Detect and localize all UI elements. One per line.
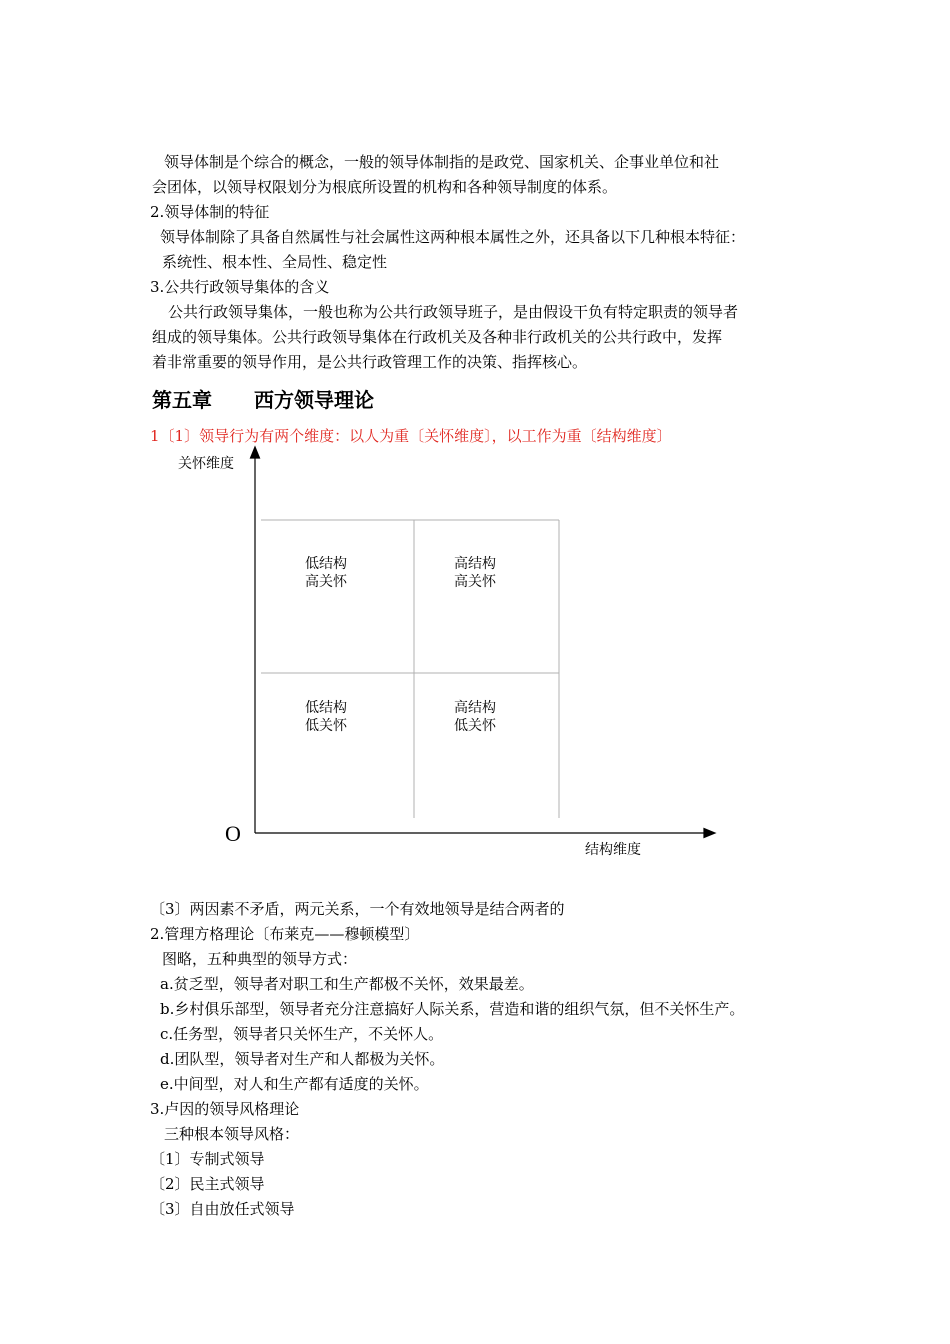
paragraph-line: 领导体制是个综合的概念，一般的领导体制指的是政党、国家机关、企事业单位和社 (164, 153, 720, 171)
cell-label: 低关怀 (305, 718, 347, 734)
origin-label: O (225, 821, 241, 846)
paragraph-line: 三种根本领导风格： (164, 1125, 300, 1143)
cell-label: 高结构 (454, 700, 496, 716)
paragraph-line: 着非常重要的领导作用，是公共行政管理工作的决策、指挥核心。 (152, 353, 588, 371)
grid-cell-top-left (276, 555, 376, 591)
cell-label: 高结构 (454, 556, 496, 572)
grid-cell-bottom-right (425, 699, 525, 735)
list-item: a.贫乏型，领导者对职工和生产都极不关怀，效果最差。 (160, 975, 534, 993)
grid-cell-bottom-left (276, 699, 376, 735)
y-axis-arrow (251, 447, 260, 458)
list-item: d.团队型，领导者对生产和人都极为关怀。 (160, 1050, 445, 1068)
list-item: b.乡村俱乐部型，领导者充分注意搞好人际关系，营造和谐的组织气氛，但不关怀生产。 (160, 1000, 745, 1018)
section-heading: 3.卢因的领导风格理论 (150, 1100, 300, 1118)
cell-label: 高关怀 (454, 574, 496, 590)
paragraph-line: 领导体制除了具备自然属性与社会属性这两种根本属性之外，还具备以下几种根本特征： (160, 228, 746, 246)
chapter-number: 第五章 (152, 388, 212, 412)
section-heading: 3.公共行政领导集体的含义 (150, 278, 330, 296)
y-axis-label: 关怀维度 (178, 456, 234, 472)
x-axis-label: 结构维度 (585, 842, 641, 858)
section-heading: 2.管理方格理论〔布莱克——穆顿模型〕 (150, 925, 420, 943)
paragraph-line: 组成的领导集体。公共行政领导集体在行政机关及各种非行政机关的公共行政中，发挥 (152, 328, 723, 346)
cell-label: 低关怀 (454, 718, 496, 734)
paragraph-line: 系统性、根本性、全局性、稳定性 (162, 253, 388, 271)
paragraph-line: 图略，五种典型的领导方式： (162, 950, 358, 968)
cell-label: 低结构 (305, 556, 347, 572)
list-item: c.任务型，领导者只关怀生产，不关怀人。 (160, 1025, 444, 1043)
list-item: e.中间型，对人和生产都有适度的关怀。 (160, 1075, 429, 1093)
paragraph-line: 会团体，以领导权限划分为根底所设置的机构和各种领导制度的体系。 (152, 178, 618, 196)
list-item: 〔1〕专制式领导 (150, 1150, 265, 1168)
list-item: 〔3〕自由放任式领导 (150, 1200, 295, 1218)
list-item: 〔2〕民主式领导 (150, 1175, 265, 1193)
chapter-item-1: 1〔1〕领导行为有两个维度：以人为重〔关怀维度〕，以工作为重〔结构维度〕 (150, 427, 672, 445)
x-axis-arrow (704, 829, 715, 838)
chapter-title: 西方领导理论 (254, 388, 374, 412)
grid-cell-top-right (425, 555, 525, 591)
cell-label: 高关怀 (305, 574, 347, 590)
paragraph-line: 〔3〕两因素不矛盾，两元关系，一个有效地领导是结合两者的 (150, 900, 565, 918)
paragraph-line: 公共行政领导集体，一般也称为公共行政领导班子，是由假设干负有特定职责的领导者 (168, 303, 739, 321)
cell-label: 低结构 (305, 700, 347, 716)
section-heading: 2.领导体制的特征 (150, 203, 270, 221)
